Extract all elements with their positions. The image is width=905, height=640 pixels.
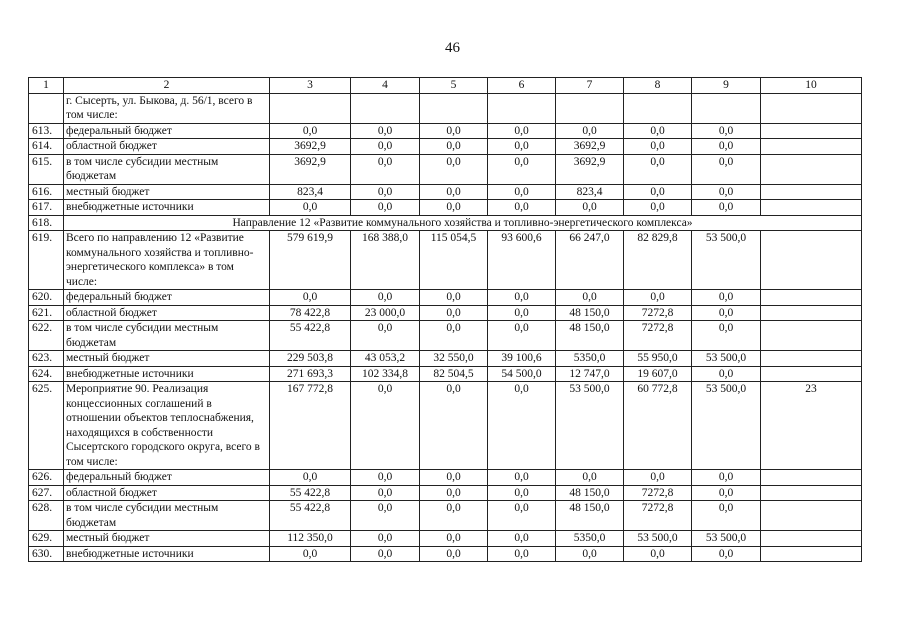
value-cell: 82 504,5 [420, 366, 488, 382]
value-cell: 0,0 [692, 290, 761, 306]
row-name: внебюджетные источники [64, 546, 270, 562]
value-cell: 0,0 [351, 290, 420, 306]
page-number: 46 [445, 40, 460, 56]
row-number: 618. [29, 215, 64, 231]
value-cell: 0,0 [351, 546, 420, 562]
value-cell: 0,0 [420, 546, 488, 562]
value-cell: 53 500,0 [692, 382, 761, 470]
table-row [29, 184, 862, 200]
table-header-row [29, 78, 862, 94]
column-header: 10 [761, 78, 862, 94]
table-row [29, 501, 862, 531]
value-cell: 53 500,0 [692, 351, 761, 367]
value-cell: 0,0 [624, 546, 692, 562]
value-cell: 0,0 [270, 290, 351, 306]
value-cell: 3692,9 [270, 154, 351, 184]
row-name: в том числе субсидии местным бюджетам [64, 154, 270, 184]
value-cell: 12 747,0 [556, 366, 624, 382]
table-row [29, 485, 862, 501]
row-name: Всего по направлению 12 «Развитие коммунального хозяйства и топливно-энергетического комплекса» в том числе: [64, 231, 270, 290]
value-cell: 0,0 [420, 305, 488, 321]
value-cell: 66 247,0 [556, 231, 624, 290]
table-row [29, 290, 862, 306]
table-row [29, 231, 862, 290]
value-cell: 0,0 [624, 154, 692, 184]
value-cell: 0,0 [488, 290, 556, 306]
value-cell: 0,0 [488, 305, 556, 321]
value-cell: 0,0 [351, 531, 420, 547]
value-cell: 0,0 [488, 154, 556, 184]
value-cell: 55 950,0 [624, 351, 692, 367]
value-cell: 3692,9 [556, 154, 624, 184]
value-cell: 0,0 [624, 123, 692, 139]
value-cell: 0,0 [270, 546, 351, 562]
table-row [29, 382, 862, 470]
value-cell: 0,0 [351, 485, 420, 501]
value-cell: 0,0 [488, 321, 556, 351]
row-number: 615. [29, 154, 64, 184]
table-row [29, 139, 862, 155]
value-cell: 7272,8 [624, 305, 692, 321]
table-row [29, 305, 862, 321]
value-cell: 579 619,9 [270, 231, 351, 290]
value-cell: 53 500,0 [624, 531, 692, 547]
row-number: 617. [29, 200, 64, 216]
note-cell [761, 154, 862, 184]
row-name: внебюджетные источники [64, 366, 270, 382]
value-cell: 0,0 [556, 290, 624, 306]
note-cell [761, 546, 862, 562]
value-cell: 48 150,0 [556, 321, 624, 351]
value-cell: 115 054,5 [420, 231, 488, 290]
row-name: федеральный бюджет [64, 470, 270, 486]
value-cell: 0,0 [420, 485, 488, 501]
value-cell: 93 600,6 [488, 231, 556, 290]
row-name: областной бюджет [64, 139, 270, 155]
column-header: 1 [29, 78, 64, 94]
row-number: 628. [29, 501, 64, 531]
value-cell: 0,0 [488, 546, 556, 562]
row-number: 624. [29, 366, 64, 382]
value-cell: 0,0 [692, 470, 761, 486]
note-cell [761, 123, 862, 139]
value-cell: 0,0 [556, 123, 624, 139]
value-cell: 53 500,0 [692, 531, 761, 547]
value-cell: 0,0 [488, 123, 556, 139]
value-cell: 0,0 [488, 139, 556, 155]
value-cell: 271 693,3 [270, 366, 351, 382]
value-cell: 19 607,0 [624, 366, 692, 382]
table-row [29, 154, 862, 184]
value-cell: 0,0 [351, 123, 420, 139]
value-cell: 0,0 [692, 321, 761, 351]
value-cell: 0,0 [351, 200, 420, 216]
row-number: 621. [29, 305, 64, 321]
value-cell [556, 93, 624, 123]
note-cell [761, 184, 862, 200]
table-row [29, 93, 862, 123]
value-cell: 168 388,0 [351, 231, 420, 290]
value-cell: 0,0 [692, 184, 761, 200]
value-cell: 0,0 [488, 382, 556, 470]
row-number: 619. [29, 231, 64, 290]
note-cell [761, 531, 862, 547]
value-cell: 0,0 [420, 154, 488, 184]
value-cell: 0,0 [420, 139, 488, 155]
row-number: 623. [29, 351, 64, 367]
value-cell: 7272,8 [624, 485, 692, 501]
table-row [29, 321, 862, 351]
column-header: 4 [351, 78, 420, 94]
value-cell: 0,0 [556, 200, 624, 216]
value-cell: 167 772,8 [270, 382, 351, 470]
column-header: 3 [270, 78, 351, 94]
value-cell: 0,0 [624, 290, 692, 306]
value-cell [270, 93, 351, 123]
value-cell: 823,4 [270, 184, 351, 200]
row-number: 613. [29, 123, 64, 139]
value-cell: 48 150,0 [556, 485, 624, 501]
value-cell: 53 500,0 [692, 231, 761, 290]
value-cell: 0,0 [692, 154, 761, 184]
note-cell [761, 290, 862, 306]
value-cell: 112 350,0 [270, 531, 351, 547]
table-row [29, 531, 862, 547]
value-cell: 60 772,8 [624, 382, 692, 470]
value-cell [692, 93, 761, 123]
row-name: областной бюджет [64, 305, 270, 321]
value-cell: 0,0 [488, 200, 556, 216]
value-cell: 0,0 [420, 382, 488, 470]
value-cell: 0,0 [692, 366, 761, 382]
value-cell: 0,0 [692, 546, 761, 562]
value-cell: 0,0 [420, 290, 488, 306]
row-name: местный бюджет [64, 184, 270, 200]
value-cell: 5350,0 [556, 531, 624, 547]
row-name: местный бюджет [64, 531, 270, 547]
value-cell: 0,0 [270, 200, 351, 216]
value-cell: 229 503,8 [270, 351, 351, 367]
value-cell: 55 422,8 [270, 321, 351, 351]
row-number: 614. [29, 139, 64, 155]
note-cell: 23 [761, 382, 862, 470]
note-cell [761, 139, 862, 155]
value-cell: 0,0 [270, 470, 351, 486]
note-cell [761, 93, 862, 123]
budget-table [28, 77, 862, 562]
value-cell: 0,0 [420, 501, 488, 531]
value-cell: 0,0 [420, 184, 488, 200]
table-row [29, 123, 862, 139]
value-cell: 0,0 [351, 501, 420, 531]
row-number: 629. [29, 531, 64, 547]
value-cell: 3692,9 [270, 139, 351, 155]
value-cell: 0,0 [624, 184, 692, 200]
value-cell: 7272,8 [624, 501, 692, 531]
value-cell: 0,0 [351, 321, 420, 351]
value-cell: 0,0 [556, 470, 624, 486]
note-cell [761, 200, 862, 216]
value-cell: 0,0 [488, 470, 556, 486]
value-cell: 43 053,2 [351, 351, 420, 367]
value-cell: 0,0 [624, 470, 692, 486]
value-cell: 0,0 [420, 470, 488, 486]
table-row [29, 200, 862, 216]
note-cell [761, 485, 862, 501]
value-cell: 0,0 [488, 485, 556, 501]
row-number: 622. [29, 321, 64, 351]
value-cell: 0,0 [420, 321, 488, 351]
column-header: 2 [64, 78, 270, 94]
column-header: 5 [420, 78, 488, 94]
value-cell: 3692,9 [556, 139, 624, 155]
row-number: 626. [29, 470, 64, 486]
note-cell [761, 501, 862, 531]
value-cell: 0,0 [351, 470, 420, 486]
value-cell: 0,0 [420, 123, 488, 139]
value-cell: 82 829,8 [624, 231, 692, 290]
value-cell [420, 93, 488, 123]
value-cell: 0,0 [351, 139, 420, 155]
value-cell: 55 422,8 [270, 485, 351, 501]
value-cell: 0,0 [692, 123, 761, 139]
value-cell: 0,0 [488, 531, 556, 547]
row-number: 630. [29, 546, 64, 562]
value-cell: 0,0 [351, 382, 420, 470]
value-cell: 0,0 [351, 154, 420, 184]
value-cell: 0,0 [692, 139, 761, 155]
table-row [29, 470, 862, 486]
row-name: Мероприятие 90. Реализация концессионных соглашений в отношении объектов теплоснабжения, находящихся в собственности Сысертского городского округа, всего в том числе: [64, 382, 270, 470]
value-cell: 7272,8 [624, 321, 692, 351]
value-cell: 48 150,0 [556, 501, 624, 531]
row-name: местный бюджет [64, 351, 270, 367]
value-cell: 39 100,6 [488, 351, 556, 367]
row-name: в том числе субсидии местным бюджетам [64, 501, 270, 531]
value-cell [624, 93, 692, 123]
note-cell [761, 470, 862, 486]
value-cell: 0,0 [488, 501, 556, 531]
note-cell [761, 305, 862, 321]
value-cell: 0,0 [488, 184, 556, 200]
value-cell: 54 500,0 [488, 366, 556, 382]
value-cell: 0,0 [692, 200, 761, 216]
column-header: 6 [488, 78, 556, 94]
section-title: Направление 12 «Развитие коммунального хозяйства и топливно-энергетического комплекса» [64, 215, 862, 231]
value-cell: 823,4 [556, 184, 624, 200]
row-name: федеральный бюджет [64, 123, 270, 139]
value-cell: 48 150,0 [556, 305, 624, 321]
note-cell [761, 321, 862, 351]
value-cell: 0,0 [420, 200, 488, 216]
value-cell: 55 422,8 [270, 501, 351, 531]
table-row [29, 351, 862, 367]
column-header: 7 [556, 78, 624, 94]
row-name: областной бюджет [64, 485, 270, 501]
value-cell: 0,0 [692, 305, 761, 321]
value-cell: 23 000,0 [351, 305, 420, 321]
table-row [29, 366, 862, 382]
value-cell: 0,0 [556, 546, 624, 562]
row-name: внебюджетные источники [64, 200, 270, 216]
value-cell [351, 93, 420, 123]
note-cell [761, 231, 862, 290]
row-name: г. Сысерть, ул. Быкова, д. 56/1, всего в том числе: [64, 93, 270, 123]
row-name: федеральный бюджет [64, 290, 270, 306]
value-cell: 102 334,8 [351, 366, 420, 382]
row-number: 625. [29, 382, 64, 470]
value-cell: 0,0 [420, 531, 488, 547]
note-cell [761, 366, 862, 382]
row-number: 627. [29, 485, 64, 501]
row-name: в том числе субсидии местным бюджетам [64, 321, 270, 351]
column-header: 9 [692, 78, 761, 94]
row-number [29, 93, 64, 123]
row-number: 620. [29, 290, 64, 306]
value-cell [488, 93, 556, 123]
note-cell [761, 351, 862, 367]
table-row [29, 546, 862, 562]
value-cell: 0,0 [270, 123, 351, 139]
value-cell: 5350,0 [556, 351, 624, 367]
value-cell: 0,0 [692, 485, 761, 501]
row-number: 616. [29, 184, 64, 200]
value-cell: 0,0 [624, 200, 692, 216]
value-cell: 0,0 [351, 184, 420, 200]
value-cell: 53 500,0 [556, 382, 624, 470]
column-header: 8 [624, 78, 692, 94]
value-cell: 0,0 [692, 501, 761, 531]
value-cell: 32 550,0 [420, 351, 488, 367]
value-cell: 78 422,8 [270, 305, 351, 321]
value-cell: 0,0 [624, 139, 692, 155]
section-row [29, 215, 862, 231]
